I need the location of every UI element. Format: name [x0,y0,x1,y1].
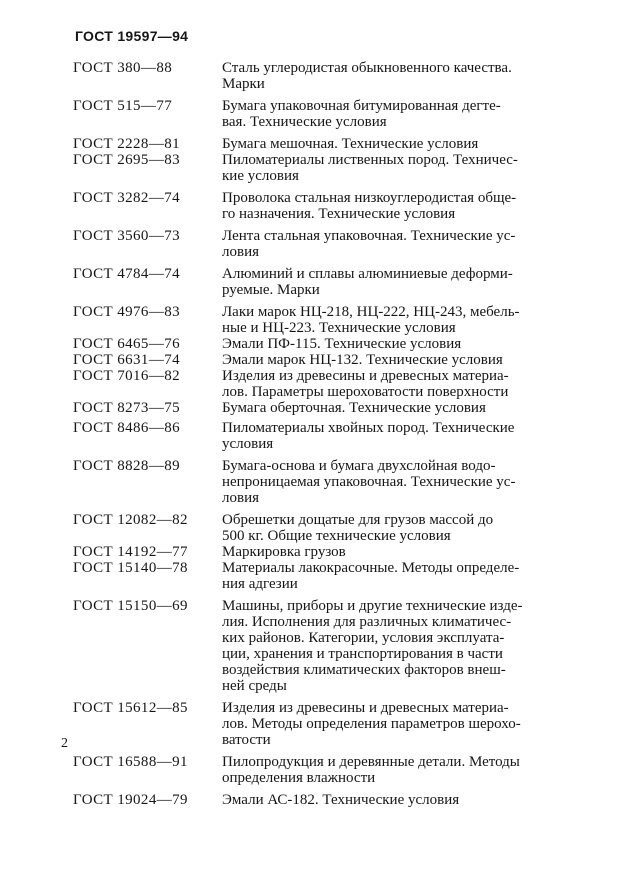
reference-title-line: Машины, приборы и другие технические изде- [222,598,523,614]
reference-title [222,136,550,152]
reference-entry [73,60,553,92]
reference-entry [73,420,553,452]
reference-title-line: ные и НЦ-223. Технические условия [222,320,456,336]
reference-title-line: Бумага-основа и бумага двухслойная водо- [222,458,496,474]
reference-code: ГОСТ 19024—79 [73,792,188,808]
reference-code: ГОСТ 2228—81 [73,136,181,152]
reference-title-line: Эмали марок НЦ-132. Технические условия [222,352,503,368]
reference-title [222,512,550,544]
reference-code: ГОСТ 15150—69 [73,598,188,614]
reference-code: ГОСТ 7016—82 [73,368,181,384]
reference-title-line: Эмали АС-182. Технические условия [222,792,460,808]
reference-code: ГОСТ 8486—86 [73,420,181,436]
reference-title-line: Обрешетки дощатые для грузов массой до [222,512,494,528]
reference-code: ГОСТ 6631—74 [73,352,181,368]
reference-title [222,60,550,92]
reference-entry [73,368,553,400]
reference-title [222,336,550,352]
reference-code: ГОСТ 12082—82 [73,512,188,528]
reference-title-line: ния адгезии [222,576,298,592]
document-header: ГОСТ 19597—94 [75,28,189,44]
reference-title-line: кие условия [222,168,299,184]
reference-title [222,792,550,808]
reference-title [222,368,550,400]
reference-title [222,352,550,368]
reference-title-line: воздействия климатических факторов внеш- [222,662,506,678]
reference-title [222,228,550,260]
reference-title-line: руемые. Марки [222,282,320,298]
reference-title [222,190,550,222]
reference-title [222,598,550,694]
reference-entry [73,266,553,298]
reference-code: ГОСТ 15140—78 [73,560,188,576]
reference-title [222,560,550,592]
reference-title-line: го назначения. Технические условия [222,206,456,222]
reference-entry [73,400,553,416]
reference-entry [73,136,553,152]
reference-title-line: Изделия из древесины и древесных материа- [222,368,509,384]
reference-title-line: Бумага оберточная. Технические условия [222,400,486,416]
reference-entry [73,792,553,808]
reference-title-line: лов. Методы определения параметров шерохо- [222,716,521,732]
reference-entry [73,304,553,336]
reference-title [222,420,550,452]
reference-code: ГОСТ 2695—83 [73,152,181,168]
reference-title-line: Маркировка грузов [222,544,346,560]
reference-code: ГОСТ 515—77 [73,98,173,114]
reference-entry [73,560,553,592]
reference-title-line: условия [222,436,274,452]
reference-title-line: ватости [222,732,271,748]
reference-title [222,754,550,786]
reference-title [222,98,550,130]
reference-title-line: Проволока стальная низкоуглеродистая обще- [222,190,517,206]
reference-title-line: Алюминий и сплавы алюминиевые деформи- [222,266,513,282]
reference-title-line: Материалы лакокрасочные. Методы определе- [222,560,520,576]
reference-title-line: ловия [222,490,259,506]
reference-title [222,400,550,416]
reference-code: ГОСТ 15612—85 [73,700,188,716]
reference-code: ГОСТ 8273—75 [73,400,181,416]
reference-title [222,304,550,336]
reference-entry [73,152,553,184]
reference-entry [73,598,553,694]
reference-code: ГОСТ 3560—73 [73,228,181,244]
reference-title-line: Марки [222,76,265,92]
reference-title-line: Пиломатериалы лиственных пород. Техничес- [222,152,518,168]
reference-title-line: лия. Исполнения для различных климатичес- [222,614,512,630]
reference-title-line: ней среды [222,678,287,694]
reference-code: ГОСТ 4976—83 [73,304,181,320]
reference-title-line: Бумага упаковочная битумированная дегте- [222,98,501,114]
reference-title-line: Сталь углеродистая обыкновенного качества. [222,60,512,76]
page-number: 2 [61,736,68,751]
reference-title-line: ких районов. Категории, условия эксплуата- [222,630,505,646]
reference-title-line: ловия [222,244,259,260]
reference-entry [73,336,553,352]
reference-entry [73,700,553,748]
reference-title [222,544,550,560]
reference-title [222,266,550,298]
reference-title-line: вая. Технические условия [222,114,387,130]
reference-entry [73,98,553,130]
reference-list [73,60,553,808]
reference-code: ГОСТ 14192—77 [73,544,188,560]
reference-entry [73,754,553,786]
reference-title-line: Эмали ПФ-115. Технические условия [222,336,462,352]
reference-title [222,152,550,184]
reference-title-line: непроницаемая упаковочная. Технические ус- [222,474,516,490]
reference-title-line: Пиломатериалы хвойных пород. Технические [222,420,515,436]
reference-entry [73,352,553,368]
reference-title-line: 500 кг. Общие технические условия [222,528,451,544]
reference-entry [73,228,553,260]
reference-code: ГОСТ 16588—91 [73,754,188,770]
reference-title-line: Лента стальная упаковочная. Технические ус- [222,228,516,244]
reference-code: ГОСТ 4784—74 [73,266,181,282]
reference-title [222,458,550,506]
reference-code: ГОСТ 3282—74 [73,190,181,206]
reference-title-line: Пилопродукция и деревянные детали. Методы [222,754,520,770]
reference-entry [73,512,553,544]
reference-code: ГОСТ 6465—76 [73,336,181,352]
reference-entry [73,190,553,222]
reference-title-line: Лаки марок НЦ-218, НЦ-222, НЦ-243, мебель- [222,304,520,320]
reference-entry [73,544,553,560]
reference-title [222,700,550,748]
reference-entry [73,458,553,506]
reference-title-line: Бумага мешочная. Технические условия [222,136,479,152]
reference-title-line: ции, хранения и транспортирования в части [222,646,503,662]
reference-title-line: определения влажности [222,770,376,786]
reference-title-line: лов. Параметры шероховатости поверхности [222,384,509,400]
reference-code: ГОСТ 380—88 [73,60,173,76]
reference-code: ГОСТ 8828—89 [73,458,181,474]
reference-title-line: Изделия из древесины и древесных материа- [222,700,509,716]
